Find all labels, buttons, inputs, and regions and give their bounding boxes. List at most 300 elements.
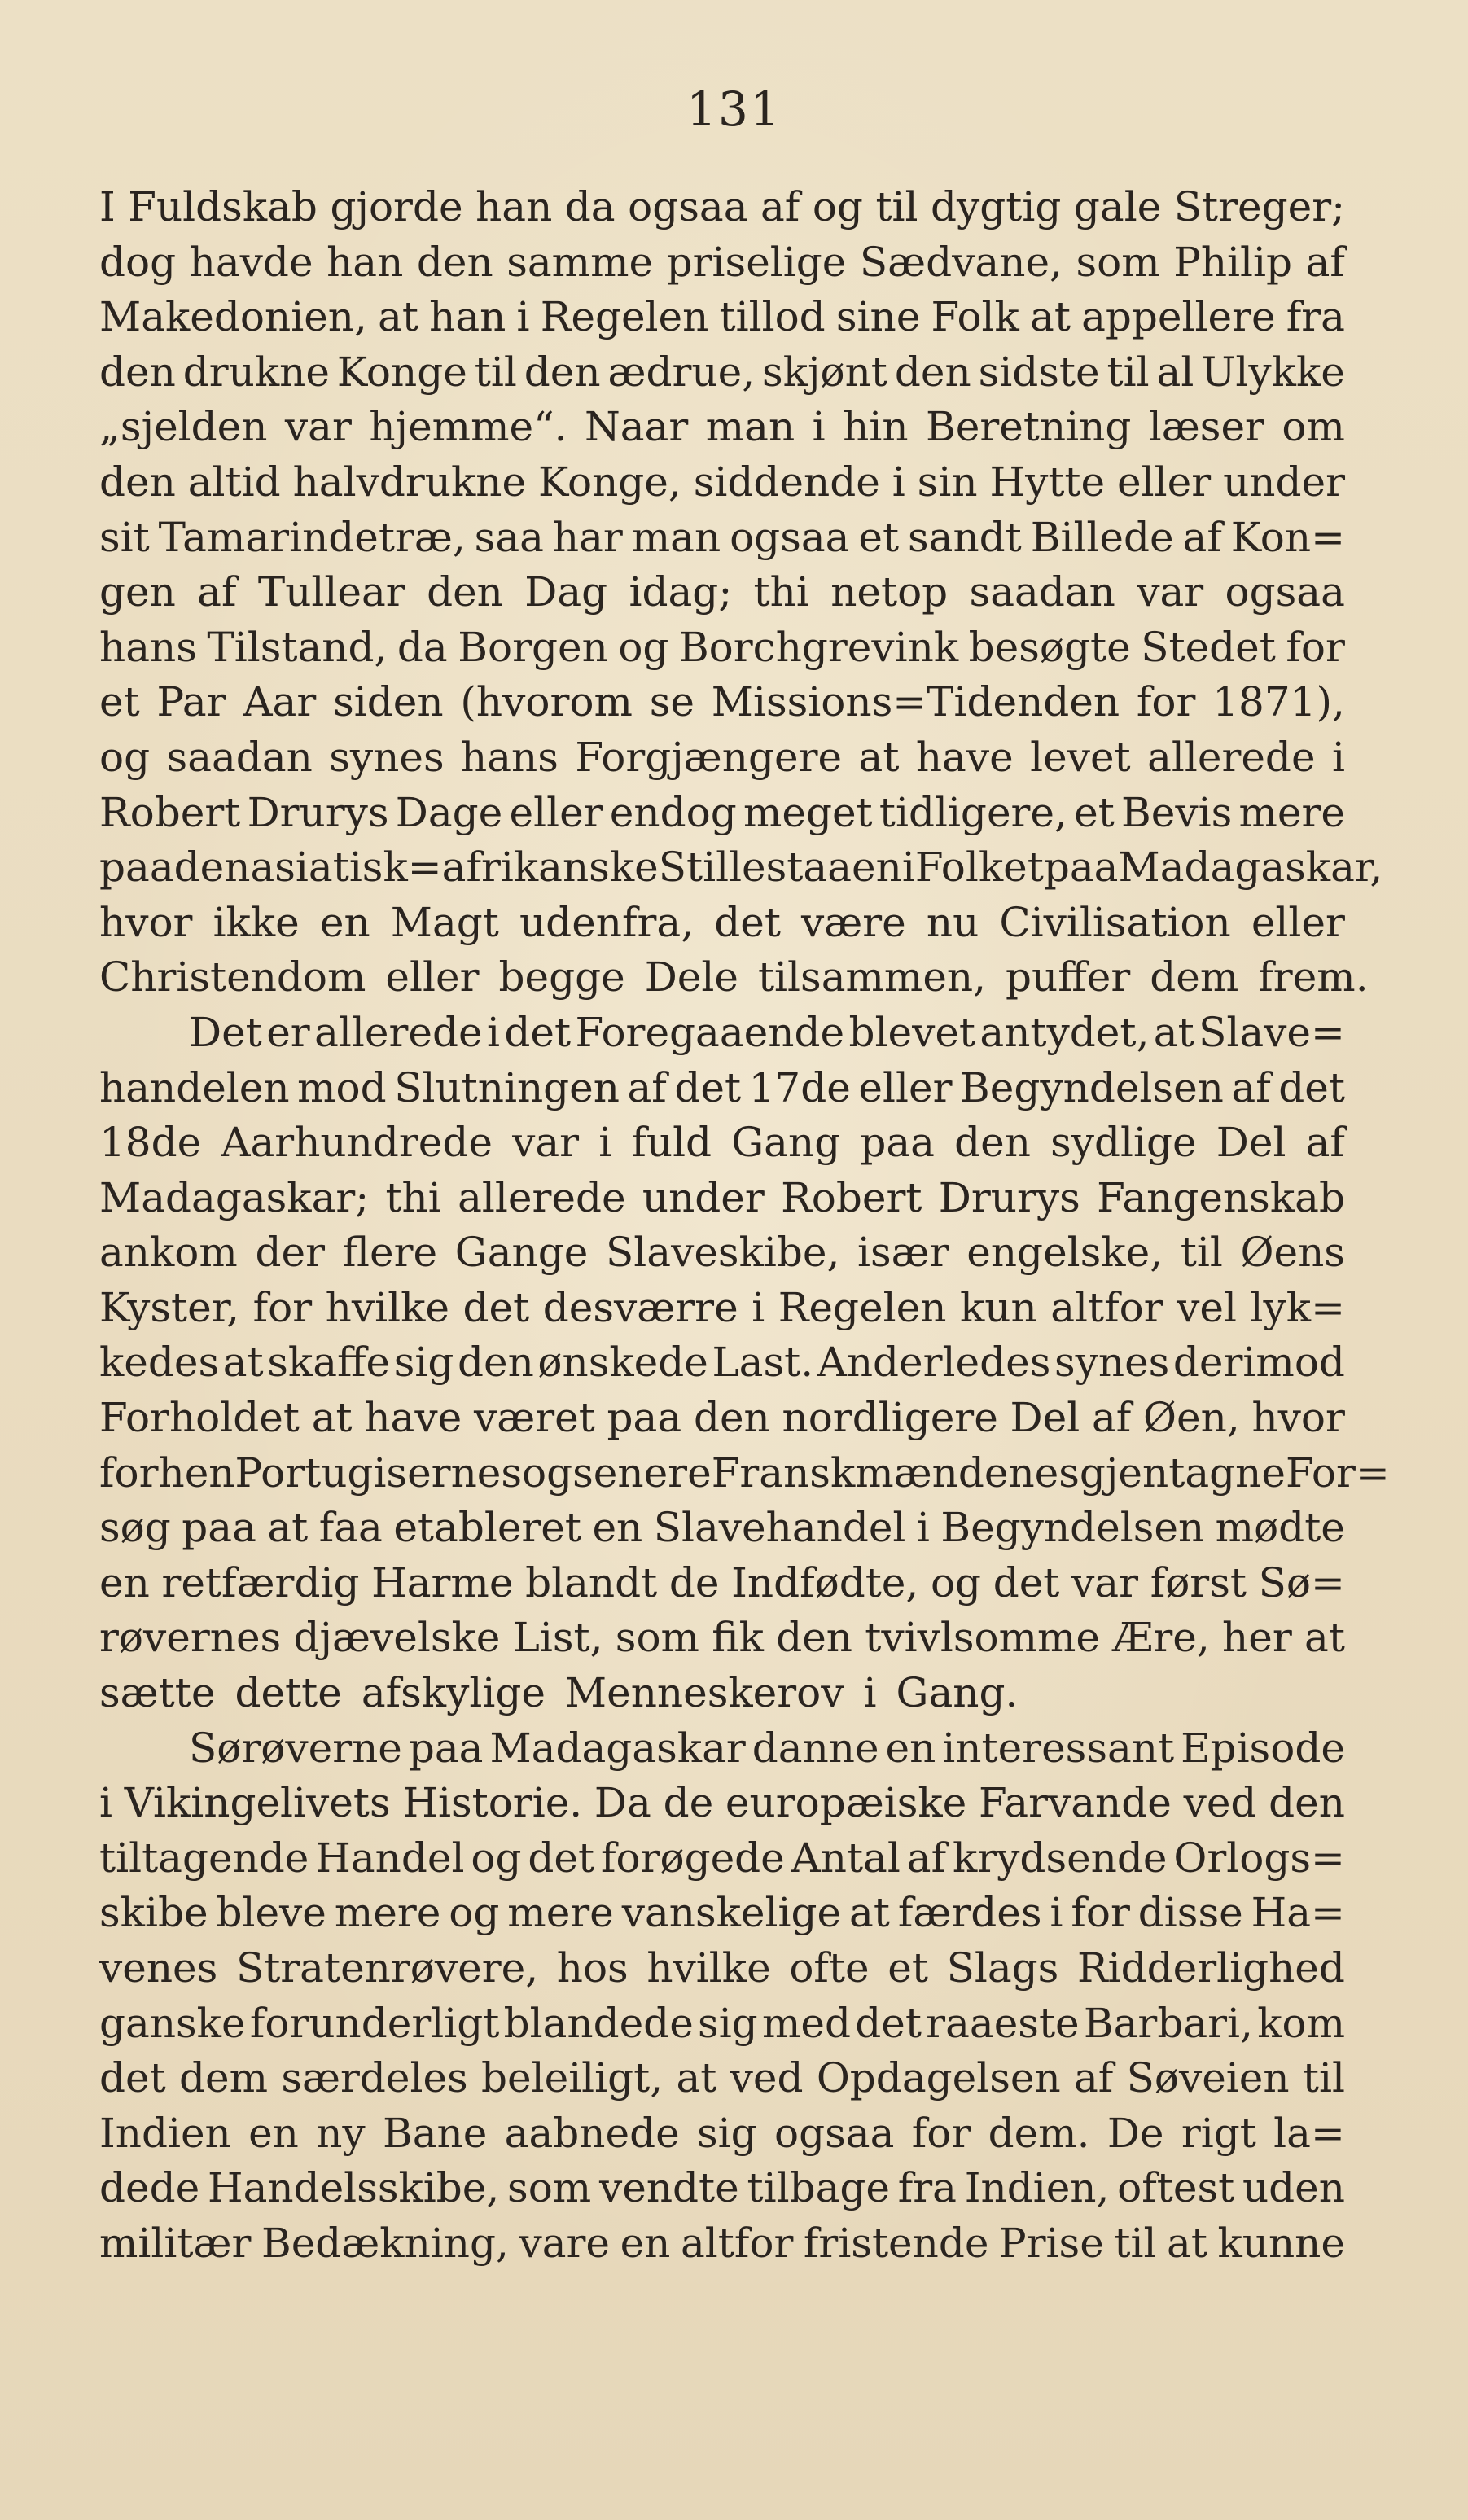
text-line xyxy=(99,1614,1345,1669)
word: en xyxy=(885,1724,936,1772)
word: for xyxy=(911,2109,971,2157)
word: Gang. xyxy=(896,1669,1019,1717)
text-line xyxy=(99,1725,1345,1780)
word: mere xyxy=(507,1889,614,1937)
word: Indfødte, xyxy=(731,1558,919,1606)
word: Makedonien, xyxy=(99,293,367,341)
word: Naar xyxy=(585,403,689,451)
word: det xyxy=(462,1283,530,1331)
word: en xyxy=(99,1558,150,1606)
word: paa xyxy=(1043,844,1119,892)
word: i xyxy=(916,1504,930,1552)
word: militær xyxy=(99,2219,252,2267)
word: Missions=Tidenden xyxy=(711,678,1120,726)
word: Begyndelsen xyxy=(940,1504,1205,1552)
word: blandede xyxy=(503,1999,694,2047)
word: de xyxy=(663,1779,714,1827)
text-line xyxy=(99,1174,1345,1229)
word: Robert xyxy=(99,788,241,836)
word: Aar xyxy=(243,678,317,726)
word: paa xyxy=(408,1724,484,1772)
word: ny xyxy=(316,2109,366,2157)
word: Konge xyxy=(336,348,467,396)
text-line xyxy=(99,1889,1345,1944)
word: han xyxy=(429,293,506,341)
word: Det xyxy=(189,1008,262,1056)
word: engelske, xyxy=(966,1229,1163,1277)
word: begge xyxy=(498,953,625,1001)
word: der xyxy=(255,1229,325,1277)
text-line xyxy=(99,1779,1345,1834)
word: Civilisation xyxy=(999,898,1231,946)
word: et xyxy=(887,1944,928,1992)
word: paa xyxy=(182,1504,256,1552)
word: sandt xyxy=(908,513,1022,561)
text-line xyxy=(99,348,1345,404)
word: Stedet xyxy=(1141,623,1276,671)
word: som xyxy=(615,1614,699,1662)
word: 1871), xyxy=(1212,678,1345,726)
text-line xyxy=(99,624,1345,679)
word: som xyxy=(507,2164,592,2212)
word: og xyxy=(930,1558,982,1606)
word: have xyxy=(364,1394,462,1442)
word: Da xyxy=(594,1779,651,1827)
word: til xyxy=(1302,2054,1345,2102)
word: Antal xyxy=(791,1834,901,1882)
word: i xyxy=(863,1669,877,1717)
word: List, xyxy=(512,1614,603,1662)
word: til xyxy=(1180,1229,1223,1277)
word: hos xyxy=(556,1944,629,1992)
word: af xyxy=(1091,1394,1132,1442)
word: Borchgrevink xyxy=(678,623,959,671)
word: (hvorom xyxy=(460,678,633,726)
word: til xyxy=(474,348,517,396)
text-line xyxy=(99,1504,1345,1559)
word: synes xyxy=(1054,1339,1170,1387)
word: priselige xyxy=(666,238,847,286)
word: Beretning xyxy=(926,403,1132,451)
word: raaeste xyxy=(926,1999,1080,2047)
word: vel xyxy=(1177,1283,1237,1331)
word: danne xyxy=(752,1724,879,1772)
word: Last. xyxy=(712,1339,814,1387)
word: eller xyxy=(858,1063,953,1111)
word: meget xyxy=(743,788,873,836)
word: halvdrukne xyxy=(292,458,527,506)
word: Folk xyxy=(931,293,1019,341)
word: den xyxy=(894,348,971,396)
word: sine xyxy=(835,293,921,341)
word: for xyxy=(252,1283,313,1331)
word: fik xyxy=(712,1614,764,1662)
word: tilsammen, xyxy=(757,953,987,1001)
word: ogsaa xyxy=(628,183,748,230)
word: mod xyxy=(297,1063,387,1111)
word: i xyxy=(812,403,826,451)
word: det xyxy=(1278,1063,1345,1111)
text-line xyxy=(99,458,1345,514)
text-line xyxy=(99,678,1345,734)
word: dog xyxy=(99,238,177,286)
word: den xyxy=(954,1119,1031,1167)
text-line xyxy=(99,1944,1345,2000)
word: ganske xyxy=(99,1999,246,2047)
word: var xyxy=(1137,568,1204,616)
word: dem. xyxy=(988,2109,1090,2157)
word: Stillestaaen xyxy=(658,844,902,892)
word: Bevis xyxy=(1121,788,1233,836)
word: den xyxy=(693,1394,770,1442)
text-line xyxy=(99,514,1345,569)
text-line xyxy=(99,2000,1345,2055)
word: Anderledes xyxy=(817,1339,1051,1387)
word: de xyxy=(668,1558,720,1606)
word: Øens xyxy=(1240,1229,1345,1277)
word: hin xyxy=(843,403,909,451)
word: i xyxy=(752,1283,765,1331)
word: af xyxy=(760,183,800,230)
word: dem xyxy=(1150,953,1239,1001)
word: Begyndelsen xyxy=(960,1063,1224,1111)
word: sydlige xyxy=(1050,1119,1197,1167)
word: søg xyxy=(99,1504,171,1552)
word: sit xyxy=(99,513,150,561)
word: allerede xyxy=(458,1173,626,1221)
word: Streger; xyxy=(1173,183,1345,230)
word: hvilke xyxy=(325,1283,449,1331)
word: sidste xyxy=(978,348,1100,396)
word: Slave= xyxy=(1199,1008,1345,1056)
word: beleiligt, xyxy=(481,2054,664,2102)
word: dede xyxy=(99,2164,200,2212)
word: ædrue, xyxy=(607,348,756,396)
word: desværre xyxy=(542,1283,738,1331)
word: 18de xyxy=(99,1119,202,1167)
word: al xyxy=(1156,348,1194,396)
word: ønskede xyxy=(537,1339,708,1387)
word: han xyxy=(326,238,404,286)
word: Del xyxy=(1216,1119,1286,1167)
word: røvernes xyxy=(99,1614,282,1662)
word: Menneskerov xyxy=(564,1669,844,1717)
word: la= xyxy=(1273,2109,1345,2157)
word: Tilstand, xyxy=(207,623,388,671)
word: Ridderlighed xyxy=(1076,1944,1345,1992)
word: ofte xyxy=(789,1944,870,1992)
word: Gang xyxy=(731,1119,841,1167)
word: Kon= xyxy=(1230,513,1345,561)
word: forhen xyxy=(99,1448,235,1497)
word: Dage xyxy=(395,788,503,836)
word: Portugisernes xyxy=(234,1448,523,1497)
word: kedes xyxy=(99,1339,220,1387)
word: Madagaskar xyxy=(489,1724,746,1772)
word: Forholdet xyxy=(99,1394,300,1442)
word: Slutningen xyxy=(394,1063,620,1111)
word: det xyxy=(993,1558,1060,1606)
word: ankom xyxy=(99,1229,238,1277)
word: i xyxy=(892,458,905,506)
word: sætte xyxy=(99,1669,216,1717)
word: at xyxy=(1167,2219,1207,2267)
word: fristende xyxy=(803,2219,989,2267)
word: Regelen xyxy=(540,293,709,341)
word: flere xyxy=(342,1229,438,1277)
word: dygtig xyxy=(931,183,1062,230)
word: netop xyxy=(830,568,949,616)
word: i xyxy=(1050,1889,1063,1937)
word: eller xyxy=(385,953,480,1001)
word: da xyxy=(564,183,616,230)
word: ogsaa xyxy=(774,2109,895,2157)
word: antydet, xyxy=(979,1008,1150,1056)
word: puffer xyxy=(1006,953,1131,1001)
word: Sø= xyxy=(1258,1558,1345,1606)
word: vare xyxy=(519,2219,611,2267)
text-line xyxy=(99,2110,1345,2165)
page-number: 131 xyxy=(686,81,782,137)
word: Slavehandel xyxy=(653,1504,906,1552)
word: idag; xyxy=(629,568,733,616)
word: altfor xyxy=(1050,1283,1163,1331)
text-line xyxy=(99,1339,1345,1394)
word: Ulykke xyxy=(1201,348,1345,396)
word: siden xyxy=(333,678,444,726)
word: djævelske xyxy=(293,1614,501,1662)
word: forøgede xyxy=(600,1834,785,1882)
word: disse xyxy=(1137,1889,1243,1937)
word: faa xyxy=(318,1504,383,1552)
word: man xyxy=(705,403,795,451)
word: fra xyxy=(897,2164,957,2212)
word: under xyxy=(642,1173,765,1221)
text-line xyxy=(99,1448,1390,1505)
word: saa xyxy=(474,513,544,561)
text-line xyxy=(99,1119,1345,1174)
word: Orlogs= xyxy=(1173,1834,1345,1882)
word: asiatisk=afrikanske xyxy=(250,844,659,892)
word: kun xyxy=(959,1283,1037,1331)
word: af xyxy=(906,1834,947,1882)
word: Harme xyxy=(371,1558,514,1606)
word: særdeles xyxy=(281,2054,468,2102)
word: lyk= xyxy=(1250,1283,1345,1331)
word: Prise xyxy=(999,2219,1104,2267)
word: Forgjængere xyxy=(575,733,843,781)
word: i xyxy=(1331,733,1345,781)
word: hvor xyxy=(99,898,193,946)
word: kunne xyxy=(1217,2219,1345,2267)
text-line xyxy=(99,1064,1345,1120)
word: endog xyxy=(609,788,737,836)
text-line xyxy=(99,1229,1345,1284)
word: skibe xyxy=(99,1889,208,1937)
word: appellere xyxy=(1081,293,1276,341)
word: frem. xyxy=(1258,953,1369,1001)
text-line xyxy=(99,239,1345,294)
word: De xyxy=(1106,2109,1164,2157)
word: Robert xyxy=(781,1173,922,1221)
word: Ære, xyxy=(1112,1614,1210,1662)
word: med xyxy=(761,1999,851,2047)
word: 17de xyxy=(748,1063,851,1111)
word: den xyxy=(524,348,601,396)
word: dette xyxy=(234,1669,342,1717)
word: mere xyxy=(1238,788,1345,836)
word: sig xyxy=(698,1999,758,2047)
word: rigt xyxy=(1181,2109,1256,2157)
word: Drurys xyxy=(938,1173,1080,1221)
word: tilbage xyxy=(747,2164,890,2212)
word: Slags xyxy=(946,1944,1059,1992)
word: I xyxy=(99,183,116,230)
word: have xyxy=(915,733,1014,781)
word: paa xyxy=(860,1119,935,1167)
word: at xyxy=(858,733,900,781)
word: det xyxy=(714,898,781,946)
word: Tullear xyxy=(257,568,405,616)
word: han xyxy=(475,183,553,230)
word: sig xyxy=(697,2109,757,2157)
word: for xyxy=(1136,678,1196,726)
text-line xyxy=(99,899,1345,954)
word: bleve xyxy=(216,1889,326,1937)
word: vendte xyxy=(599,2164,739,2212)
word: thi xyxy=(753,568,809,616)
word: da xyxy=(397,623,448,671)
word: af xyxy=(627,1063,667,1111)
word: allerede xyxy=(314,1008,483,1056)
word: oftest xyxy=(1117,2164,1235,2212)
word: at xyxy=(1030,293,1071,341)
text-line xyxy=(99,1559,1345,1615)
word: Barbari, xyxy=(1083,1999,1253,2047)
word: det xyxy=(504,1008,572,1056)
word: senere xyxy=(572,1448,712,1497)
text-line xyxy=(99,734,1345,789)
word: at xyxy=(849,1889,890,1937)
word: en xyxy=(319,898,370,946)
word: krydsende xyxy=(952,1834,1168,1882)
word: det xyxy=(855,1999,922,2047)
word: ogsaa xyxy=(1225,568,1345,616)
word: derimod xyxy=(1172,1339,1345,1387)
word: den xyxy=(99,348,176,396)
word: som xyxy=(1076,238,1160,286)
word: fuld xyxy=(631,1119,712,1167)
word: venes xyxy=(99,1944,218,1992)
word: mere xyxy=(334,1889,441,1937)
word: For= xyxy=(1285,1448,1390,1497)
word: hvor xyxy=(1251,1394,1345,1442)
word: ogsaa xyxy=(730,513,850,561)
text-line xyxy=(99,953,1369,1009)
word: „sjelden xyxy=(99,403,268,451)
word: levet xyxy=(1030,733,1131,781)
word: Regelen xyxy=(778,1283,947,1331)
word: Vikingelivets xyxy=(124,1779,391,1827)
word: Philip xyxy=(1173,238,1293,286)
word: Slaveskibe, xyxy=(606,1229,840,1277)
word: hjemme“. xyxy=(369,403,567,451)
word: og xyxy=(618,623,669,671)
word: læser xyxy=(1148,403,1264,451)
word: Borgen xyxy=(458,623,608,671)
word: af xyxy=(1305,1119,1345,1167)
text-line xyxy=(99,844,1383,899)
word: at xyxy=(676,2054,717,2102)
word: af xyxy=(1231,1063,1271,1111)
word: et xyxy=(99,678,140,726)
word: den xyxy=(427,568,503,616)
word: først xyxy=(1150,1558,1247,1606)
body-text xyxy=(99,183,1390,2275)
word: at xyxy=(378,293,418,341)
word: den xyxy=(776,1614,852,1662)
word: synes xyxy=(329,733,445,781)
word: til xyxy=(1106,348,1150,396)
word: eller xyxy=(509,788,603,836)
word: thi xyxy=(385,1173,441,1221)
word: uden xyxy=(1242,2164,1345,2212)
word: en xyxy=(592,1504,643,1552)
word: mødte xyxy=(1215,1504,1345,1552)
word: i xyxy=(901,844,915,892)
word: nordligere xyxy=(782,1394,998,1442)
text-line xyxy=(99,789,1345,844)
word: havde xyxy=(189,238,313,286)
word: den xyxy=(99,458,176,506)
word: er xyxy=(266,1008,310,1056)
word: især xyxy=(857,1229,949,1277)
word: og xyxy=(449,1889,500,1937)
word: Kyster, xyxy=(99,1283,240,1331)
word: Dag xyxy=(524,568,608,616)
word: gjentagne xyxy=(1079,1448,1286,1497)
word: og xyxy=(812,183,863,230)
word: at xyxy=(222,1339,264,1387)
word: drukne xyxy=(182,348,330,396)
word: var xyxy=(512,1119,580,1167)
word: tvivlsomme xyxy=(865,1614,1101,1662)
word: at xyxy=(1304,1614,1345,1662)
word: at xyxy=(267,1504,309,1552)
word: ikke xyxy=(213,898,300,946)
word: i xyxy=(99,1779,112,1827)
word: den xyxy=(173,844,251,892)
word: Foregaaende xyxy=(575,1008,845,1056)
word: Bane xyxy=(382,2109,488,2157)
word: retfærdig xyxy=(161,1558,360,1606)
word: for xyxy=(1071,1889,1130,1937)
word: Øen, xyxy=(1143,1394,1240,1442)
word: Madagaskar, xyxy=(1118,844,1383,892)
word: hans xyxy=(99,623,197,671)
word: under xyxy=(1223,458,1345,506)
word: den xyxy=(458,1339,534,1387)
word: være xyxy=(801,898,906,946)
word: et xyxy=(1074,788,1115,836)
word: Dele xyxy=(644,953,738,1001)
word: Christendom xyxy=(99,953,366,1001)
word: udenfra, xyxy=(519,898,695,946)
text-line xyxy=(99,1669,1345,1725)
word: Aarhundrede xyxy=(221,1119,493,1167)
text-line xyxy=(99,1834,1345,1890)
word: paa xyxy=(607,1394,682,1442)
